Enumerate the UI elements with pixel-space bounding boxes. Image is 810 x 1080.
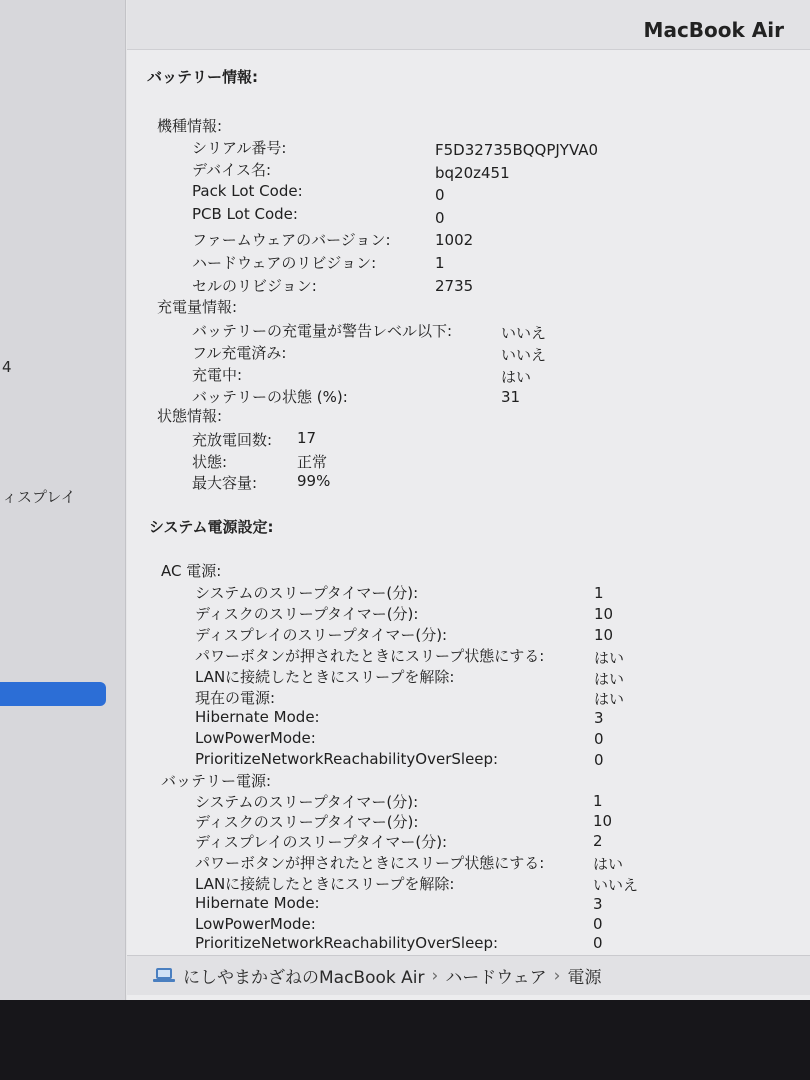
row-value: 10	[594, 605, 614, 623]
row-label: LowPowerMode:	[195, 915, 316, 933]
row-label: Hibernate Mode:	[195, 708, 320, 726]
row-label: 最大容量:	[192, 474, 258, 492]
row-label: システムのスリープタイマー(分):	[195, 584, 419, 602]
row-value: はい	[593, 855, 624, 873]
row-label: LANに接続したときにスリープを解除:	[195, 668, 455, 686]
charge-info-heading: 充電量情報:	[157, 298, 238, 316]
row-value: 正常	[297, 453, 328, 471]
row-value: 3	[593, 895, 603, 913]
sidebar-item-fragment[interactable]: 4	[2, 358, 12, 376]
row-label: ディスクのスリープタイマー(分):	[195, 813, 419, 831]
row-value: 0	[593, 915, 603, 933]
row-value: はい	[594, 670, 625, 688]
main-panel	[127, 0, 810, 1000]
row-label: ディスプレイのスリープタイマー(分):	[195, 833, 448, 851]
row-value: 3	[594, 709, 604, 727]
row-value: 10	[593, 812, 613, 830]
window-title: MacBook Air	[643, 18, 784, 42]
row-label: システムのスリープタイマー(分):	[195, 793, 419, 811]
row-value: 2	[593, 832, 603, 850]
row-value: 0	[435, 209, 445, 227]
row-value: 1	[593, 792, 603, 810]
screen-bezel	[0, 1000, 810, 1080]
row-label: フル充電済み:	[192, 344, 287, 362]
health-info-heading: 状態情報:	[157, 407, 223, 425]
info-content	[127, 0, 810, 955]
path-separator: ›	[431, 965, 439, 986]
row-label: Pack Lot Code:	[192, 182, 303, 200]
row-label: PrioritizeNetworkReachabilityOverSleep:	[195, 934, 499, 952]
row-value: いいえ	[501, 324, 547, 342]
row-label: セルのリビジョン:	[192, 277, 317, 295]
path-bar	[127, 955, 810, 995]
sidebar-selected-item[interactable]	[0, 682, 106, 706]
path-item-computer[interactable]: にしやまかざねのMacBook Air	[183, 968, 425, 988]
row-label: 現在の電源:	[195, 689, 276, 707]
row-value: 0	[593, 934, 603, 952]
battery-info-heading: バッテリー情報:	[147, 68, 258, 86]
row-value: いいえ	[501, 346, 547, 364]
row-label: LANに接続したときにスリープを解除:	[195, 875, 455, 893]
row-value: bq20z451	[435, 164, 510, 182]
row-value: 1	[594, 584, 604, 602]
path-separator: ›	[553, 965, 561, 986]
row-value: 1002	[435, 231, 474, 249]
row-value: 2735	[435, 277, 474, 295]
row-label: 状態:	[192, 453, 228, 471]
laptop-icon	[153, 968, 175, 983]
row-value: 0	[435, 186, 445, 204]
row-value: 17	[297, 429, 317, 447]
row-label: バッテリーの状態 (%):	[192, 388, 348, 406]
model-info-heading: 機種情報:	[157, 117, 223, 135]
row-value: はい	[501, 368, 532, 386]
row-label: パワーボタンが押されたときにスリープ状態にする:	[195, 647, 545, 665]
power-settings-heading: システム電源設定:	[149, 518, 274, 536]
row-value: 0	[594, 730, 604, 748]
row-label: バッテリーの充電量が警告レベル以下:	[192, 322, 453, 340]
row-label: PCB Lot Code:	[192, 205, 298, 223]
row-value: 99%	[297, 472, 331, 490]
sidebar-item-fragment[interactable]: ィスプレイ	[2, 488, 76, 506]
row-label: ディスプレイのスリープタイマー(分):	[195, 626, 448, 644]
row-label: PrioritizeNetworkReachabilityOverSleep:	[195, 750, 499, 768]
path-item-power[interactable]: 電源	[567, 968, 602, 988]
row-label: デバイス名:	[192, 161, 272, 179]
row-label: ディスクのスリープタイマー(分):	[195, 605, 419, 623]
row-value: はい	[594, 690, 625, 708]
row-label: ハードウェアのリビジョン:	[192, 254, 377, 272]
row-value: 1	[435, 254, 445, 272]
row-label: 充放電回数:	[192, 431, 273, 449]
row-label: シリアル番号:	[192, 139, 287, 157]
row-label: ファームウェアのバージョン:	[192, 231, 391, 249]
row-value: 0	[594, 751, 604, 769]
battery-power-heading: バッテリー電源:	[161, 772, 272, 790]
row-label: LowPowerMode:	[195, 729, 316, 747]
row-value: F5D32735BQQPJYVA0	[435, 141, 599, 159]
row-value: いいえ	[593, 876, 639, 894]
row-value: 31	[501, 388, 521, 406]
row-label: パワーボタンが押されたときにスリープ状態にする:	[195, 854, 545, 872]
row-label: 充電中:	[192, 366, 243, 384]
sidebar	[0, 0, 126, 1000]
ac-power-heading: AC 電源:	[161, 562, 222, 580]
row-label: Hibernate Mode:	[195, 894, 320, 912]
row-value: はい	[594, 649, 625, 667]
row-value: 10	[594, 626, 614, 644]
path-item-hardware[interactable]: ハードウェア	[445, 968, 547, 988]
